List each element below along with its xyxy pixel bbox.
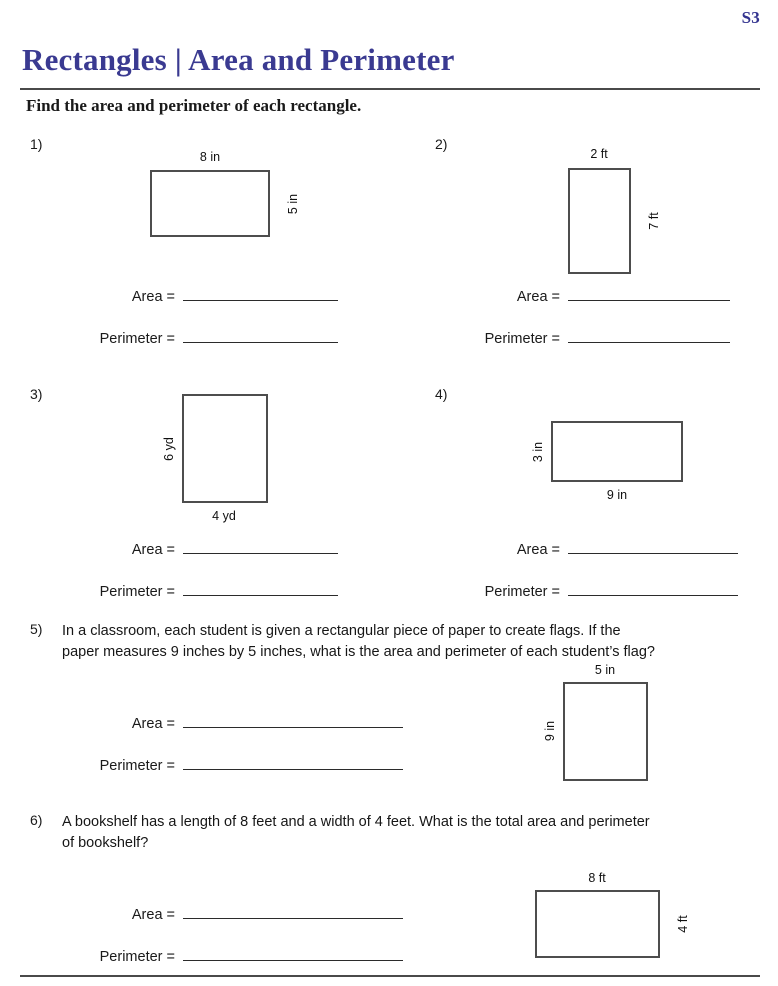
perimeter-answer-row-5 [40,754,410,774]
dimension-label-width: 9 in [606,488,628,502]
dimension-label-width: 8 ft [588,871,606,885]
rectangle-shape [535,890,660,958]
area-answer-blank[interactable] [183,538,338,554]
problem-number: 1) [30,136,43,152]
dimension-label-height: 9 in [543,720,557,742]
perimeter-answer-blank[interactable] [568,580,738,596]
perimeter-answer-row-3 [40,580,340,600]
area-answer-blank[interactable] [568,285,730,301]
problem-number: 3) [30,386,43,402]
footer-divider [20,975,760,977]
dimension-label-width: 8 in [199,150,221,164]
dimension-label-width: 5 in [594,663,616,677]
perimeter-answer-row-6 [40,945,410,965]
dimension-label-height: 5 in [286,193,300,215]
perimeter-label: Perimeter = [99,758,175,774]
dimension-label-height: 4 ft [676,915,690,933]
perimeter-answer-blank[interactable] [183,580,338,596]
perimeter-label: Perimeter = [484,331,560,347]
problem-statement-line-2: paper measures 9 inches by 5 inches, what is the area and perimeter of each student’s flag? [62,644,655,660]
perimeter-label: Perimeter = [99,949,175,965]
area-label: Area = [516,289,560,305]
area-answer-row-2 [425,285,735,305]
perimeter-answer-row-1 [40,327,340,347]
header-divider [20,88,760,90]
area-answer-row-6 [40,903,410,923]
problem-number: 2) [435,136,448,152]
problem-statement-line-2: of bookshelf? [62,835,149,851]
perimeter-label: Perimeter = [484,584,560,600]
area-label: Area = [131,542,175,558]
area-answer-row-1 [40,285,340,305]
area-label: Area = [131,289,175,305]
rectangle-shape [182,394,268,503]
perimeter-answer-blank[interactable] [183,754,403,770]
area-label: Area = [131,907,175,923]
dimension-label-height: 7 ft [647,212,661,230]
problem-number: 6) [30,812,43,828]
dimension-label-height: 3 in [531,441,545,463]
perimeter-answer-blank[interactable] [568,327,730,343]
perimeter-answer-blank[interactable] [183,327,338,343]
problem-number: 5) [30,621,43,637]
page-title: Rectangles | Area and Perimeter [22,42,455,77]
perimeter-answer-row-2 [425,327,735,347]
area-answer-row-5 [40,712,410,732]
rectangle-shape [150,170,270,237]
dimension-label-width: 4 yd [212,509,236,523]
area-answer-row-4 [425,538,745,558]
area-label: Area = [516,542,560,558]
area-answer-row-3 [40,538,340,558]
perimeter-label: Perimeter = [99,584,175,600]
problem-number: 4) [435,386,448,402]
area-answer-blank[interactable] [183,712,403,728]
sheet-code: S3 [741,8,760,27]
perimeter-answer-row-4 [425,580,745,600]
area-answer-blank[interactable] [183,903,403,919]
perimeter-label: Perimeter = [99,331,175,347]
dimension-label-height: 6 yd [162,437,176,461]
area-label: Area = [131,716,175,732]
problem-statement-line-1: In a classroom, each student is given a rectangular piece of paper to create flags. If the [62,623,621,639]
dimension-label-width: 2 ft [590,147,608,161]
rectangle-shape [551,421,683,482]
perimeter-answer-blank[interactable] [183,945,403,961]
area-answer-blank[interactable] [183,285,338,301]
instruction-text: Find the area and perimeter of each rectangle. [26,96,362,115]
rectangle-shape [563,682,648,781]
problem-statement-line-1: A bookshelf has a length of 8 feet and a width of 4 feet. What is the total area and perimeter [62,814,650,830]
area-answer-blank[interactable] [568,538,738,554]
rectangle-shape [568,168,631,274]
